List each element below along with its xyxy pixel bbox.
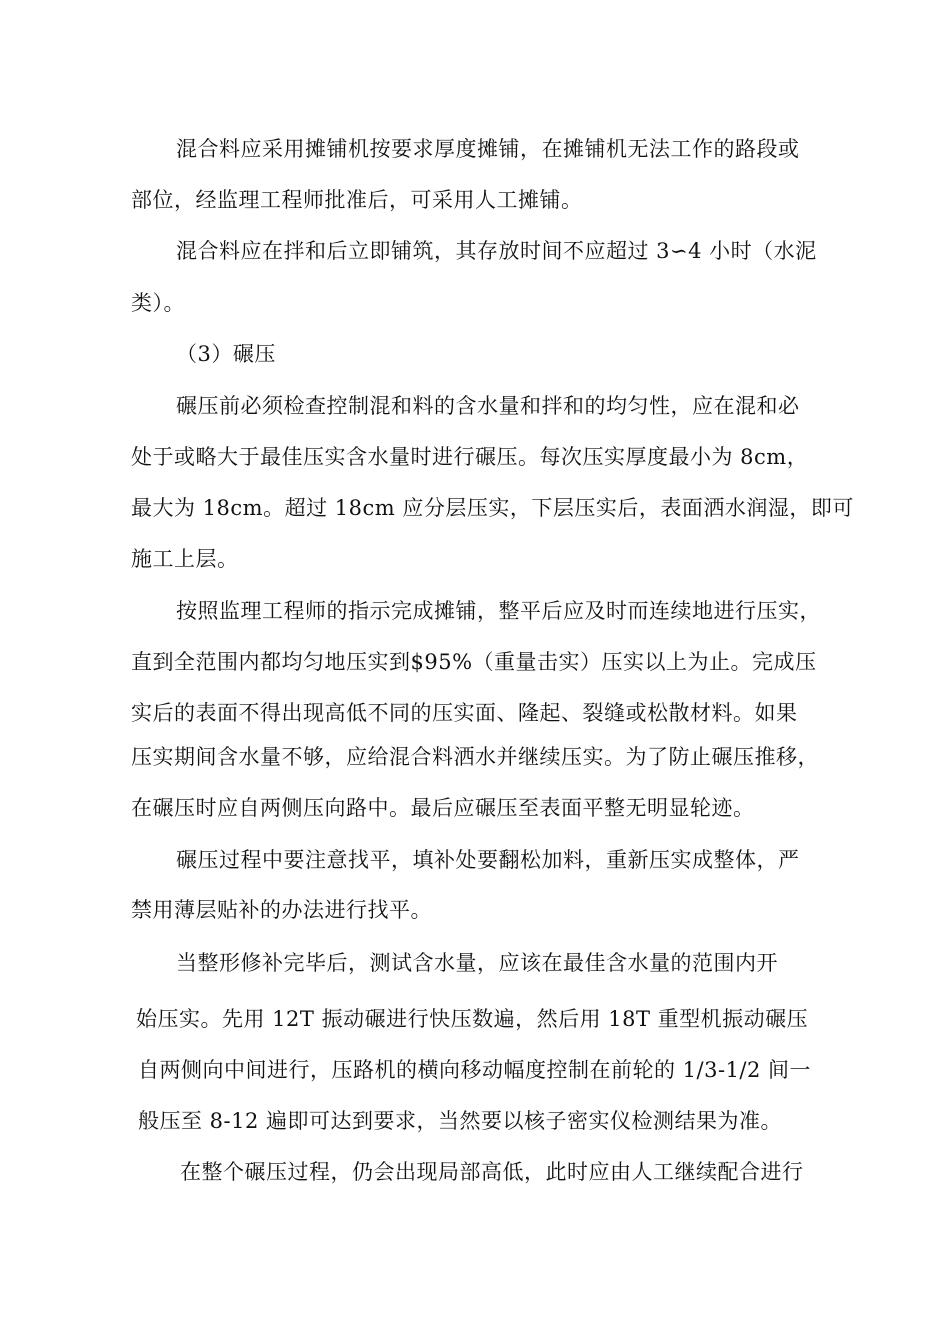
text-line-20: 般压至 8-12 遍即可达到要求，当然要以核子密实仪检测结果为准。 — [138, 1109, 783, 1133]
text-line-2: 部位，经监理工程师批准后，可采用人工摊铺。 — [131, 188, 583, 212]
text-line-11: 直到全范围内都均匀地压实到$95%（重量击实）压实以上为止。完成压 — [131, 650, 817, 674]
text-line-19: 自两侧向中间进行，压路机的横向移动幅度控制在前轮的 1/3-1/2 间一 — [138, 1058, 812, 1082]
section-heading: （3）碾压 — [176, 342, 276, 366]
text-line-16: 禁用薄层贴补的办法进行找平。 — [131, 898, 432, 922]
text-line-6: 碾压前必须检查控制混和料的含水量和拌和的均匀性，应在混和必 — [176, 394, 800, 418]
text-line-18: 始压实。先用 12T 振动碾进行快压数遍，然后用 18T 重型机振动碾压 — [136, 1007, 809, 1031]
text-line-9: 施工上层。 — [131, 547, 239, 571]
text-line-4: 类）。 — [131, 291, 185, 315]
text-line-7: 处于或略大于最佳压实含水量时进行碾压。每次压实厚度最小为 8cm， — [131, 445, 809, 469]
text-line-15: 碾压过程中要注意找平，填补处要翻松加料，重新压实成整体，严 — [176, 848, 800, 872]
text-line-10: 按照监理工程师的指示完成摊铺，整平后应及时而连续地进行压实， — [176, 599, 821, 623]
text-line-17: 当整形修补完毕后，测试含水量，应该在最佳含水量的范围内开 — [176, 951, 778, 975]
text-line-14: 在碾压时应自两侧压向路中。最后应碾压至表面平整无明显轮迹。 — [131, 796, 755, 820]
text-line-3: 混合料应在拌和后立即铺筑，其存放时间不应超过 3∽4 小时（水泥 — [176, 239, 817, 263]
text-line-8: 最大为 18cm。超过 18cm 应分层压实，下层压实后，表面洒水润湿，即可 — [131, 496, 854, 520]
text-line-1: 混合料应采用摊铺机按要求厚度摊铺，在摊铺机无法工作的路段或 — [176, 137, 800, 161]
text-line-13: 压实期间含水量不够，应给混合料洒水并继续压实。为了防止碾压推移， — [131, 745, 819, 769]
text-line-12: 实后的表面不得出现高低不同的压实面、隆起、裂缝或松散材料。如果 — [131, 701, 798, 725]
text-line-21: 在整个碾压过程，仍会出现局部高低，此时应由人工继续配合进行 — [180, 1160, 804, 1184]
